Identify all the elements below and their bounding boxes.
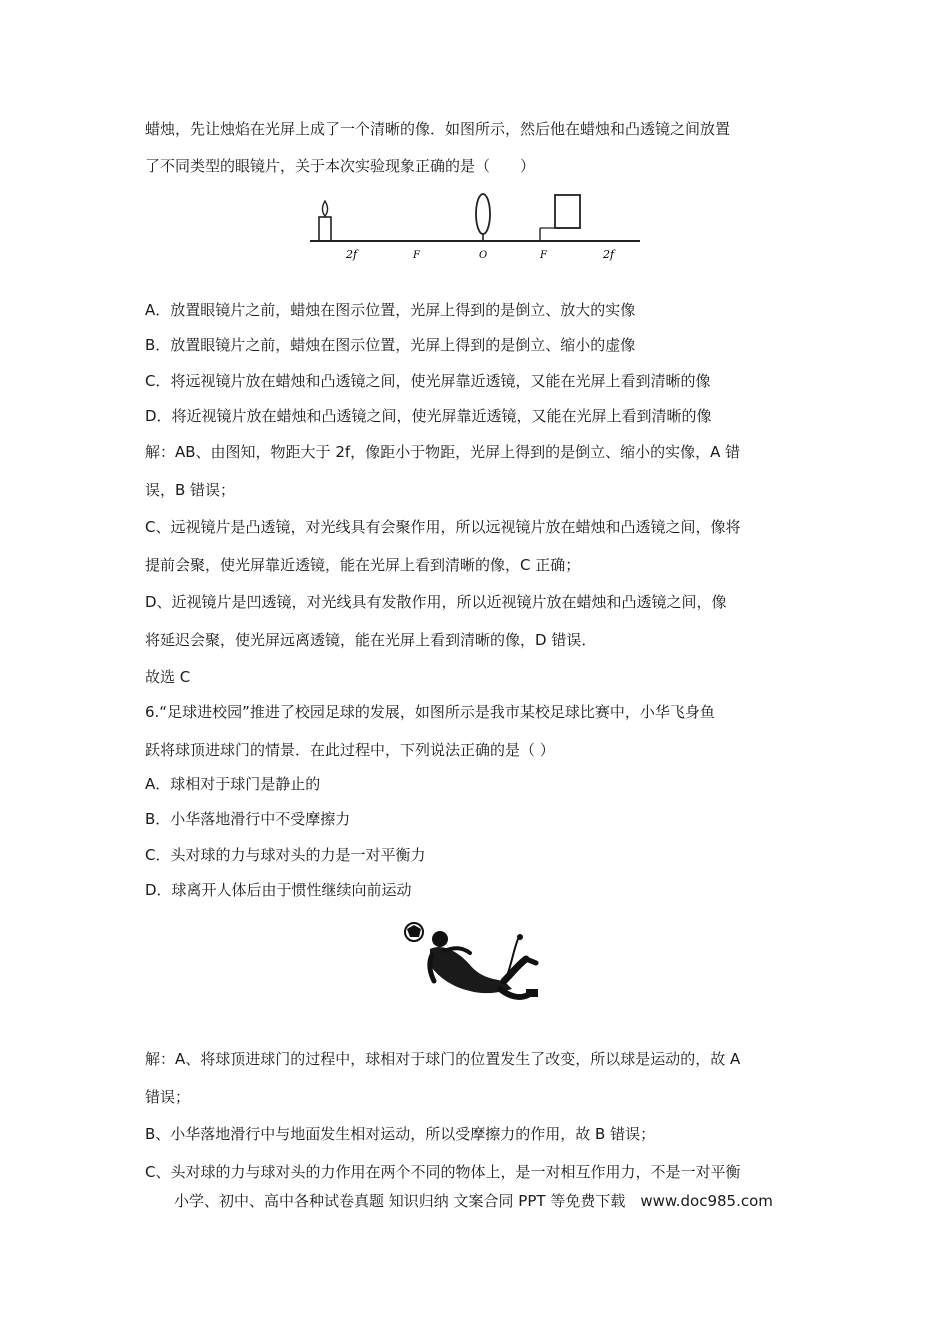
q5-stem-line-1: 蜡烛，先让烛焰在光屏上成了一个清晰的像．如图所示，然后他在蜡烛和凸透镜之间放置	[145, 120, 731, 138]
q5-stem-line-2: 了不同类型的眼镜片，关于本次实验现象正确的是（ ）	[145, 157, 536, 175]
label-o: O	[479, 250, 488, 261]
label-f-left: F	[413, 250, 420, 261]
q5-solution-line-4: 提前会聚，使光屏靠近透镜，能在光屏上看到清晰的像，C 正确；	[145, 556, 581, 574]
q5-solution-line-1: 解：AB、由图知，物距大于 2f，像距小于物距，光屏上得到的是倒立、缩小的实像，A 错	[145, 443, 741, 461]
soccer-header-figure	[400, 915, 550, 1015]
q6-solution-line-1: 解：A、将球顶进球门的过程中，球相对于球门的位置发生了改变，所以球是运动的，故 A	[145, 1050, 741, 1068]
q5-solution-line-6: 将延迟会聚，使光屏远离透镜，能在光屏上看到清晰的像，D 错误．	[145, 631, 597, 649]
q6-option-d: D．球离开人体后由于惯性继续向前运动	[145, 881, 412, 899]
label-f-right: F	[540, 250, 547, 261]
q6-solution-line-3: B、小华落地滑行中与地面发生相对运动，所以受摩擦力的作用，故 B 错误；	[145, 1125, 656, 1143]
q6-option-c: C．头对球的力与球对头的力是一对平衡力	[145, 846, 426, 864]
q5-option-d: D．将近视镜片放在蜡烛和凸透镜之间，使光屏靠近透镜，又能在光屏上看到清晰的像	[145, 407, 712, 425]
page-footer: 小学、初中、高中各种试卷真题 知识归纳 文案合同 PPT 等免费下载 www.doc985.com	[174, 1192, 773, 1210]
q5-solution-line-5: D、近视镜片是凹透镜，对光线具有发散作用，所以近视镜片放在蜡烛和凸透镜之间，像	[145, 593, 727, 611]
q6-solution-line-4: C、头对球的力与球对头的力作用在两个不同的物体上，是一对相互作用力，不是一对平衡	[145, 1163, 741, 1181]
light-screen-icon	[555, 195, 580, 228]
q5-solution-line-2: 误，B 错误；	[145, 481, 236, 499]
q5-option-c: C．将远视镜片放在蜡烛和凸透镜之间，使光屏靠近透镜，又能在光屏上看到清晰的像	[145, 372, 711, 390]
q6-solution-line-2: 错误；	[145, 1088, 191, 1106]
label-2f-left: 2f	[346, 248, 358, 261]
candle-icon	[319, 217, 331, 241]
q6-stem-line-2: 跃将球顶进球门的情景．在此过程中，下列说法正确的是（ ）	[145, 741, 555, 759]
q6-option-a: A．球相对于球门是静止的	[145, 775, 321, 793]
player-head-icon	[432, 931, 448, 947]
q5-solution-line-3: C、远视镜片是凸透镜，对光线具有会聚作用，所以远视镜片放在蜡烛和凸透镜之间，像将	[145, 518, 741, 536]
optics-bench-figure	[300, 190, 650, 270]
q5-option-b: B．放置眼镜片之前，蜡烛在图示位置，光屏上得到的是倒立、缩小的虚像	[145, 336, 636, 354]
convex-lens-icon	[476, 194, 490, 234]
q6-option-b: B．小华落地滑行中不受摩擦力	[145, 810, 351, 828]
label-2f-right: 2f	[603, 248, 615, 261]
q5-answer: 故选 C	[145, 668, 191, 686]
flame-icon	[322, 201, 327, 216]
q6-stem-line-1: 6.“足球进校园”推进了校园足球的发展，如图所示是我市某校足球比赛中，小华飞身鱼	[145, 703, 715, 721]
q5-option-a: A．放置眼镜片之前，蜡烛在图示位置，光屏上得到的是倒立、放大的实像	[145, 301, 636, 319]
